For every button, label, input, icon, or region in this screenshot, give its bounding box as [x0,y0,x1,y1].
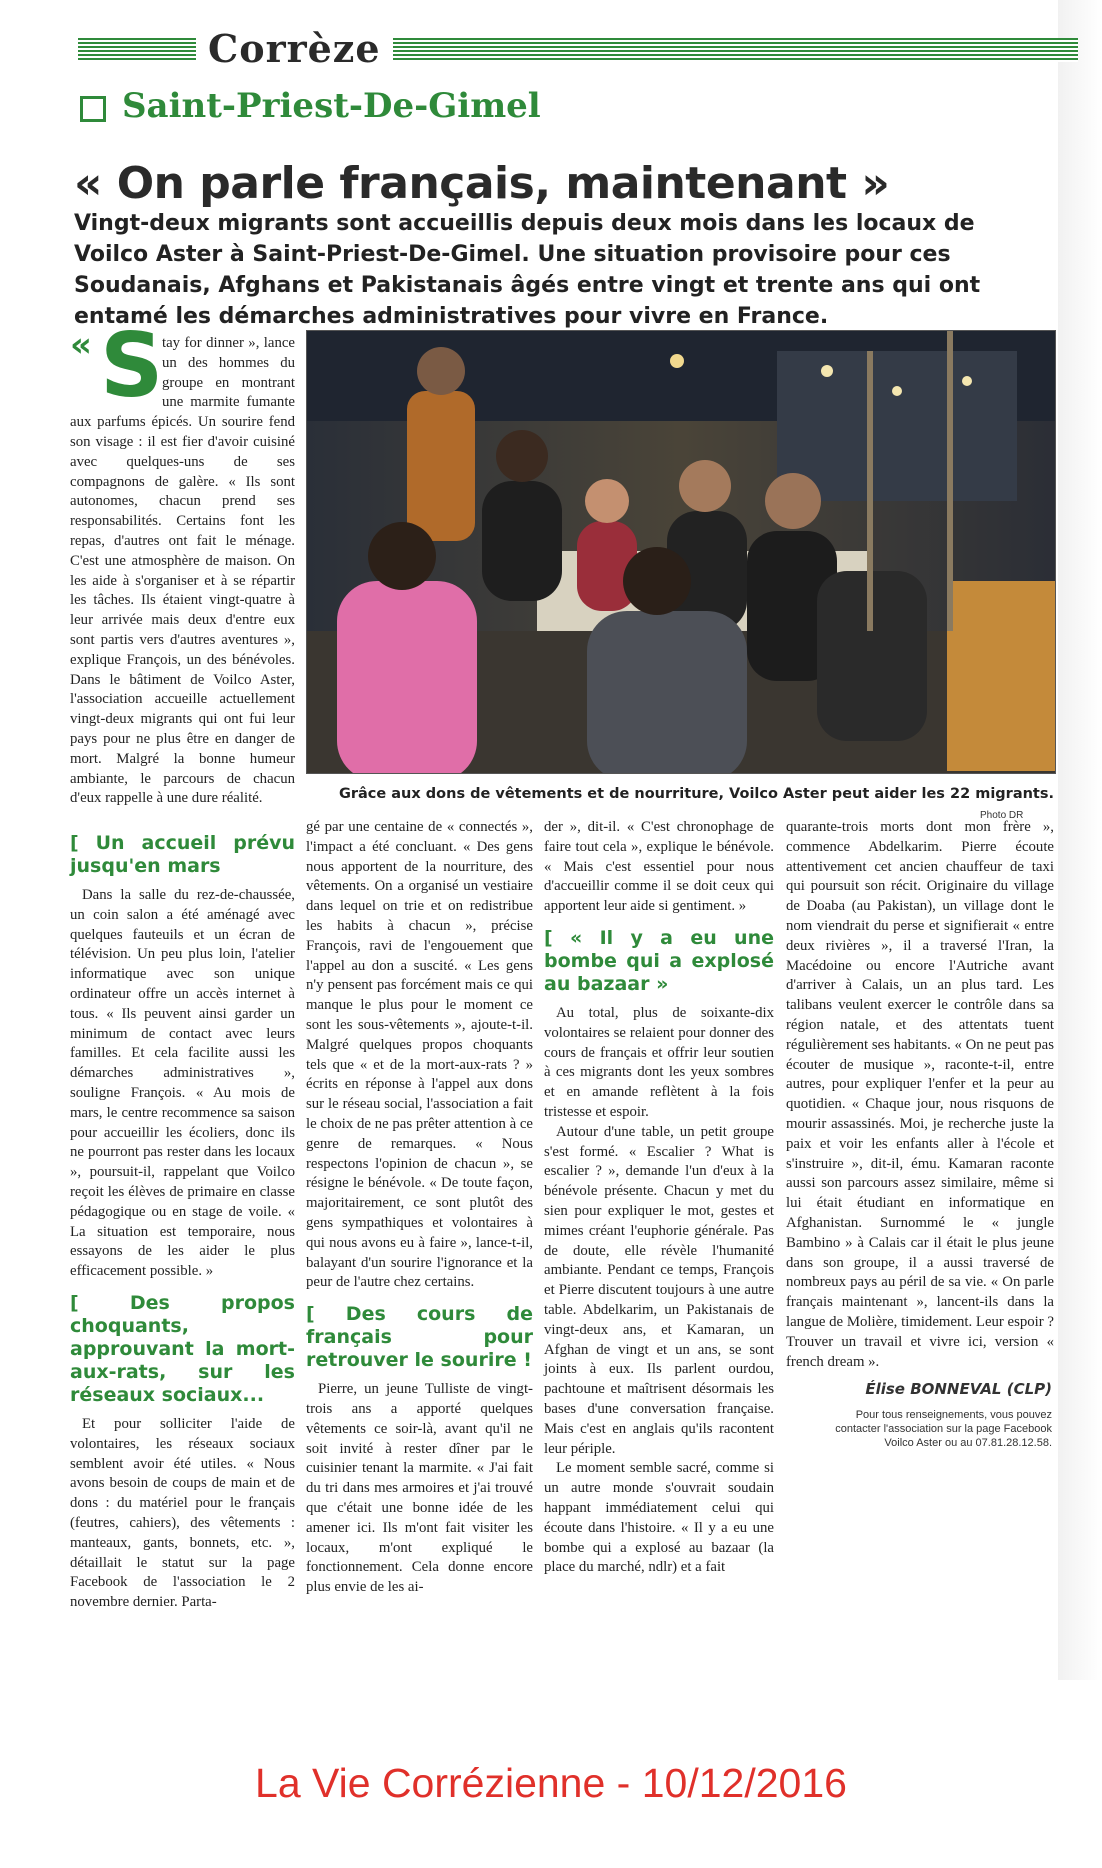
photo-credit: Photo DR [980,810,1024,821]
paragraph: Autour d'une table, un petit groupe s'est formé. « Escalier ? What is escalier ? », demande l'un d'eux à la bénévole présente. Chacun y met du sien pour expliquer le mot, gestes et mimes créant l'euphorie générale. Pas de doute, elle révèle l'humanité ambiante. Pendant ce temps, François et Pierre discutent toujours à une autre table. Abdelkarim, un Pakistanais de vingt-deux ans, et Kamaran, un Afghan de vingt et un ans, se sont joints à eux. Ils parlent ourdou, pachtoune et maîtrisent désormais les bases d'une conversation française. Mais c'est en anglais qu'ils racontent leur périple. [544,1123,774,1457]
paragraph: Pierre, un jeune Tulliste de vingt-trois ans a apporté quelques vêtements ce soir-là, avant qu'il ne soit invité à rester dîner par le cuisinier tenant la marmite. « J'ai fait du tri dans mes armoires et j'ai trouvé que c'était une bonne idée de les amener ici. Ils m'ont fait visiter les locaux, m'ont expliqué le fonctionnement. Cela donne encore plus envie de les ai- [306,1381,533,1596]
scan-edge-shadow [1058,0,1102,1680]
paragraph: gé par une centaine de « connectés », l'impact a été concluant. « Des gens nous apportent de la nourriture, des vêtements. On a organisé un vestiaire dans lequel on trie et on redistribue les habits à chacun », précise François, ravi de l'engouement que l'appel au don a suscité. « Les gens n'y pensent pas forcément mais ce qui manque le plus pour le moment ce sont les sous-vêtements », ajoute-t-il. Malgré quelques propos choquants tels que « et de la mort-aux-rats ? » écrits en réponse à l'appel aux dons sur le réseau social, l'association a fait le choix de ne pas prêter attention à ce genre de remarques. « Nous respectons l'opinion de chacun », se résigne le bénévole. « De toute façon, majoritairement, ce sont plutôt des gens sympathiques et volontaires à qui nous avons eu à faire », lance-t-il, balayant d'un sourire l'ignorance et la peur de l'autre chez certains. [306,819,533,1291]
column-3 [544,818,774,1578]
paragraph: der », dit-il. « C'est chronophage de faire tout cela », explique le bénévole. « Mais c'est essentiel pour nous d'accueillir comme il se doit ceux qui apportent leur aide si gentiment. » [544,819,774,915]
photo-illustration [307,331,1055,773]
article-kicker: Saint-Priest-De-Gimel [122,86,541,126]
subhead-bombe: [ « Il y a eu une bombe qui a explosé au bazaar » [544,926,774,995]
column-2 [306,818,533,1598]
dropcap-group [70,314,164,417]
article-deck: Vingt-deux migrants sont accueillis depuis deux mois dans les locaux de Voilco Aster à Saint-Priest-De-Gimel. Une situation provisoire pour ces Soudanais, Afghans et Pakistanais âgés entre vingt et trente ans qui ont entamé les démarches administratives pour vivre en France. [74,211,981,329]
article-photo [306,330,1056,774]
source-footer: La Vie Corrézienne - 10/12/2016 [255,1760,847,1806]
paragraph: Et pour solliciter l'aide de volontaires, les réseaux sociaux semblent avoir été utiles. « Nous avons besoin de coups de main et de dons : du matériel pour le français (feutres, cahiers), des vêtements : manteaux, gants, bonnets, etc. », détaillait le statut sur la page Facebook de l'association le 2 novembre dernier. Parta- [70,1415,295,1611]
paragraph: Au total, plus de soixante-dix volontaires se relaient pour donner des cours de français et offrir leur soutien à ces migrants dont les yeux sombres et en amande reflètent à la fois tristesse et espoir. [544,1004,774,1120]
kicker-box-icon [80,96,106,122]
author-signature: Élise BONNEVAL (CLP) [865,1380,1052,1398]
photo-caption: Grâce aux dons de vêtements et de nourriture, Voilco Aster peut aider les 22 migrants. [338,786,1054,802]
drop-quote-mark: « [70,325,92,365]
subhead-propos: [ Des propos choquants, approuvant la mort-aux-rats, sur les réseaux sociaux... [70,1291,295,1406]
subhead-accueil: [ Un accueil prévu jusqu'en mars [70,832,295,877]
article-lead [70,314,295,809]
section-band [78,26,1078,71]
column-1 [70,822,295,1613]
section-name: Corrèze [196,26,393,71]
paragraph: Le moment semble sacré, comme si un autre monde s'ouvrait soudain happant immédiatement celui qui écoute dans l'histoire. « Il y a eu une bombe qui a explosé au bazaar (la place du marché, ndlr) et a fait [544,1460,774,1576]
column-4 [786,818,1054,1372]
paragraph: Dans la salle du rez-de-chaussée, un coin salon a été aménagé avec quelques fauteuils et un écran de télévision. Un peu plus loin, l'atelier informatique avec son unique ordinateur offre un accès internet à tous. « Ils peuvent ainsi garder un minimum de contact avec leurs familles. Et cela facilite aussi les démarches administratives », souligne François. « Au mois de mars, le centre recommence sa saison pour accueillir les écoliers, donc ils ne pourront pas rester dans les locaux », poursuit-il, rappelant que Voilco reçoit les élèves de primaire en classe pédagogique ou en stage de voile. « La situation est temporaire, nous essayons de les aider le plus efficacement possible. » [70,887,295,1280]
subhead-cours: [ Des cours de français pour retrouver le sourire ! [306,1303,533,1372]
contact-info: Pour tous renseignements, vous pouvez contacter l'association sur la page Facebook Voilco Aster ou au 07.81.28.12.58. [835,1409,1052,1449]
article-headline: « On parle français, maintenant » [74,158,890,209]
lead-text: tay for dinner », lance un des hommes du groupe en montrant une marmite fumante aux parfums épicés. Un sourire fend son visage : il est fier d'avoir cuisiné avec quelques-uns de ses compagnons de galère. « Ils sont autonomes, chacun prend ses responsabilités. Certains font les repas, d'autres ont fait le ménage. C'est une atmosphère de maison. On les aide à s'organiser et à se répartir les tâches. Ils étaient vingt-quatre à leur arrivée mais deux d'entre eux sont partis vers d'autres aventures », explique François, un des bénévoles. Dans le bâtiment de Voilco Aster, l'association accueille actuellement vingt-deux migrants qui ont fui leur pays pour ne plus être en danger de mort. Malgré la bonne humeur ambiante, le parcours de chacun d'eux rappelle à une dure réalité. [70,335,295,807]
dropcap-letter: S [100,314,164,417]
paragraph: quarante-trois morts dont mon frère », commence Abdelkarim. Pierre écoute attentivement cet ancien chauffeur de taxi qui poursuit son récit. Originaire du village de Doaba (au Pakistan), un village dont le nom viendrait du perse et signifierait « entre deux rivières », il a traversé l'Iran, la Macédoine ou encore l'Autriche avant d'arriver à Calais, un an plus tard. Les talibans veulent exercer le contrôle dans sa région natale, et des attentats tuent régulièrement ses habitants. « On ne peut pas écouter de musique », raconte-t-il, entre autres, pour expliquer l'enfer et la peur au quotidien. « Chaque jour, nous risquons de mourir assassinés. Moi, je recherche juste la paix et voir les enfants aller à l'école et s'instruire », dit-il, ému. Kamaran raconte aussi son parcours assez similaire, même si lui était étudiant en informatique en Afghanistan. Surnommé le « jungle Bambino » à Calais car il était le plus jeune dans son groupe, il a aussi traversé de nombreux pays au péril de sa vie. « On parle français maintenant », lancent-ils dans la langue de Molière, timidement. Leur espoir ? Trouver un travail et vivre ici, version « french dream ». [786,819,1054,1370]
